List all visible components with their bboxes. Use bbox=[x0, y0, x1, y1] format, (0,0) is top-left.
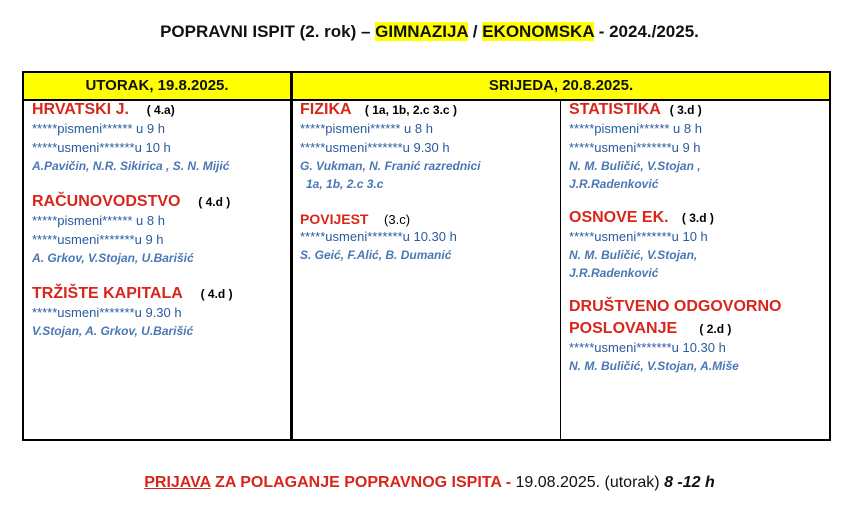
subject-name: DRUŠTVENO ODGOVORNO bbox=[569, 298, 782, 315]
exam-block bbox=[32, 101, 287, 175]
prijava-label: PRIJAVA bbox=[144, 474, 211, 491]
exam-time: *****usmeni*******u 9 h bbox=[32, 232, 164, 247]
registration-text: ZA POLAGANJE POPRAVNOG ISPITA bbox=[210, 474, 502, 491]
subject-name: TRŽIŠTE KAPITALA bbox=[32, 285, 183, 302]
committee-names: A.Pavičin, N.R. Sikirica , S. N. Mijić bbox=[32, 159, 230, 173]
subject-title bbox=[32, 101, 287, 119]
class-label: ( 3.d ) bbox=[669, 103, 702, 117]
registration-dash: - bbox=[501, 474, 516, 491]
exam-block bbox=[569, 209, 827, 282]
exam-time: *****usmeni*******u 9.30 h bbox=[300, 140, 450, 155]
committee-names: J.R.Radenković bbox=[569, 177, 659, 191]
subject-name: FIZIKA bbox=[300, 101, 352, 118]
srijeda-column-b bbox=[569, 101, 827, 393]
registration-hours: 8 -12 h bbox=[664, 474, 715, 491]
class-label: ( 4.d ) bbox=[200, 287, 233, 301]
title-text: POPRAVNI ISPIT (2. rok) – bbox=[160, 22, 376, 41]
subject-title bbox=[300, 101, 558, 119]
committee-names: J.R.Radenković bbox=[569, 266, 659, 280]
exam-time: *****usmeni*******u 9.30 h bbox=[32, 305, 182, 320]
registration-note bbox=[0, 474, 859, 492]
class-label: ( 4.d ) bbox=[198, 195, 231, 209]
page-title bbox=[0, 22, 859, 42]
class-label: ( 2.d ) bbox=[699, 322, 732, 336]
subject-name: OSNOVE EK. bbox=[569, 209, 669, 226]
subject-title bbox=[300, 211, 558, 227]
committee-names: N. M. Buličić, V.Stojan , bbox=[569, 159, 701, 173]
subject-title bbox=[569, 101, 827, 119]
committee-names: G. Vukman, N. Franić razrednici bbox=[300, 159, 481, 173]
subject-name: POSLOVANJE bbox=[569, 320, 678, 337]
exam-time: *****pismeni****** u 8 h bbox=[300, 121, 433, 136]
class-label: ( 4.a) bbox=[146, 103, 175, 117]
highlight-gimnazija: GIMNAZIJA bbox=[375, 22, 469, 41]
subject-title bbox=[569, 320, 827, 338]
exam-block bbox=[569, 298, 827, 375]
committee-names: A. Grkov, V.Stojan, U.Barišić bbox=[32, 251, 194, 265]
title-year: - 2024./2025. bbox=[593, 22, 699, 41]
committee-names: V.Stojan, A. Grkov, U.Barišić bbox=[32, 324, 194, 338]
exam-block bbox=[300, 101, 558, 193]
subject-title bbox=[32, 285, 287, 303]
committee-names: N. M. Buličić, V.Stojan, A.Miše bbox=[569, 359, 739, 373]
subject-name: POVIJEST bbox=[300, 211, 369, 227]
highlight-ekonomska: EKONOMSKA bbox=[482, 22, 594, 41]
subject-name: STATISTIKA bbox=[569, 101, 661, 118]
subject-name: RAČUNOVODSTVO bbox=[32, 193, 181, 210]
exam-time: *****usmeni*******u 9 h bbox=[569, 140, 701, 155]
srijeda-column-a bbox=[300, 101, 558, 282]
column-header-srijeda: SRIJEDA, 20.8.2025. bbox=[293, 73, 829, 101]
schedule-table bbox=[22, 71, 831, 441]
class-label: ( 1a, 1b, 2.c 3.c ) bbox=[364, 103, 457, 117]
subject-name: HRVATSKI J. bbox=[32, 101, 129, 118]
exam-block bbox=[569, 101, 827, 193]
title-slash: / bbox=[468, 22, 483, 41]
exam-time: *****pismeni****** u 8 h bbox=[569, 121, 702, 136]
exam-block bbox=[32, 193, 287, 267]
committee-names: 1a, 1b, 2.c 3.c bbox=[306, 177, 384, 191]
column-divider-thin bbox=[560, 100, 561, 439]
exam-time: *****usmeni*******u 10 h bbox=[569, 229, 708, 244]
utorak-column bbox=[32, 101, 287, 358]
class-label: (3.c) bbox=[384, 212, 411, 227]
exam-block bbox=[300, 211, 558, 264]
exam-time: *****pismeni****** u 9 h bbox=[32, 121, 165, 136]
subject-title bbox=[569, 209, 827, 227]
exam-time: *****usmeni*******u 10.30 h bbox=[300, 229, 457, 244]
exam-time: *****usmeni*******u 10.30 h bbox=[569, 340, 726, 355]
column-divider bbox=[290, 73, 293, 439]
class-label: ( 3.d ) bbox=[681, 211, 714, 225]
subject-title bbox=[32, 193, 287, 211]
exam-block bbox=[32, 285, 287, 340]
registration-date: 19.08.2025. (utorak) bbox=[515, 474, 665, 491]
column-header-utorak: UTORAK, 19.8.2025. bbox=[24, 73, 290, 101]
committee-names: S. Geić, F.Alić, B. Dumanić bbox=[300, 248, 452, 262]
exam-time: *****pismeni****** u 8 h bbox=[32, 213, 165, 228]
exam-time: *****usmeni*******u 10 h bbox=[32, 140, 171, 155]
committee-names: N. M. Buličić, V.Stojan, bbox=[569, 248, 698, 262]
